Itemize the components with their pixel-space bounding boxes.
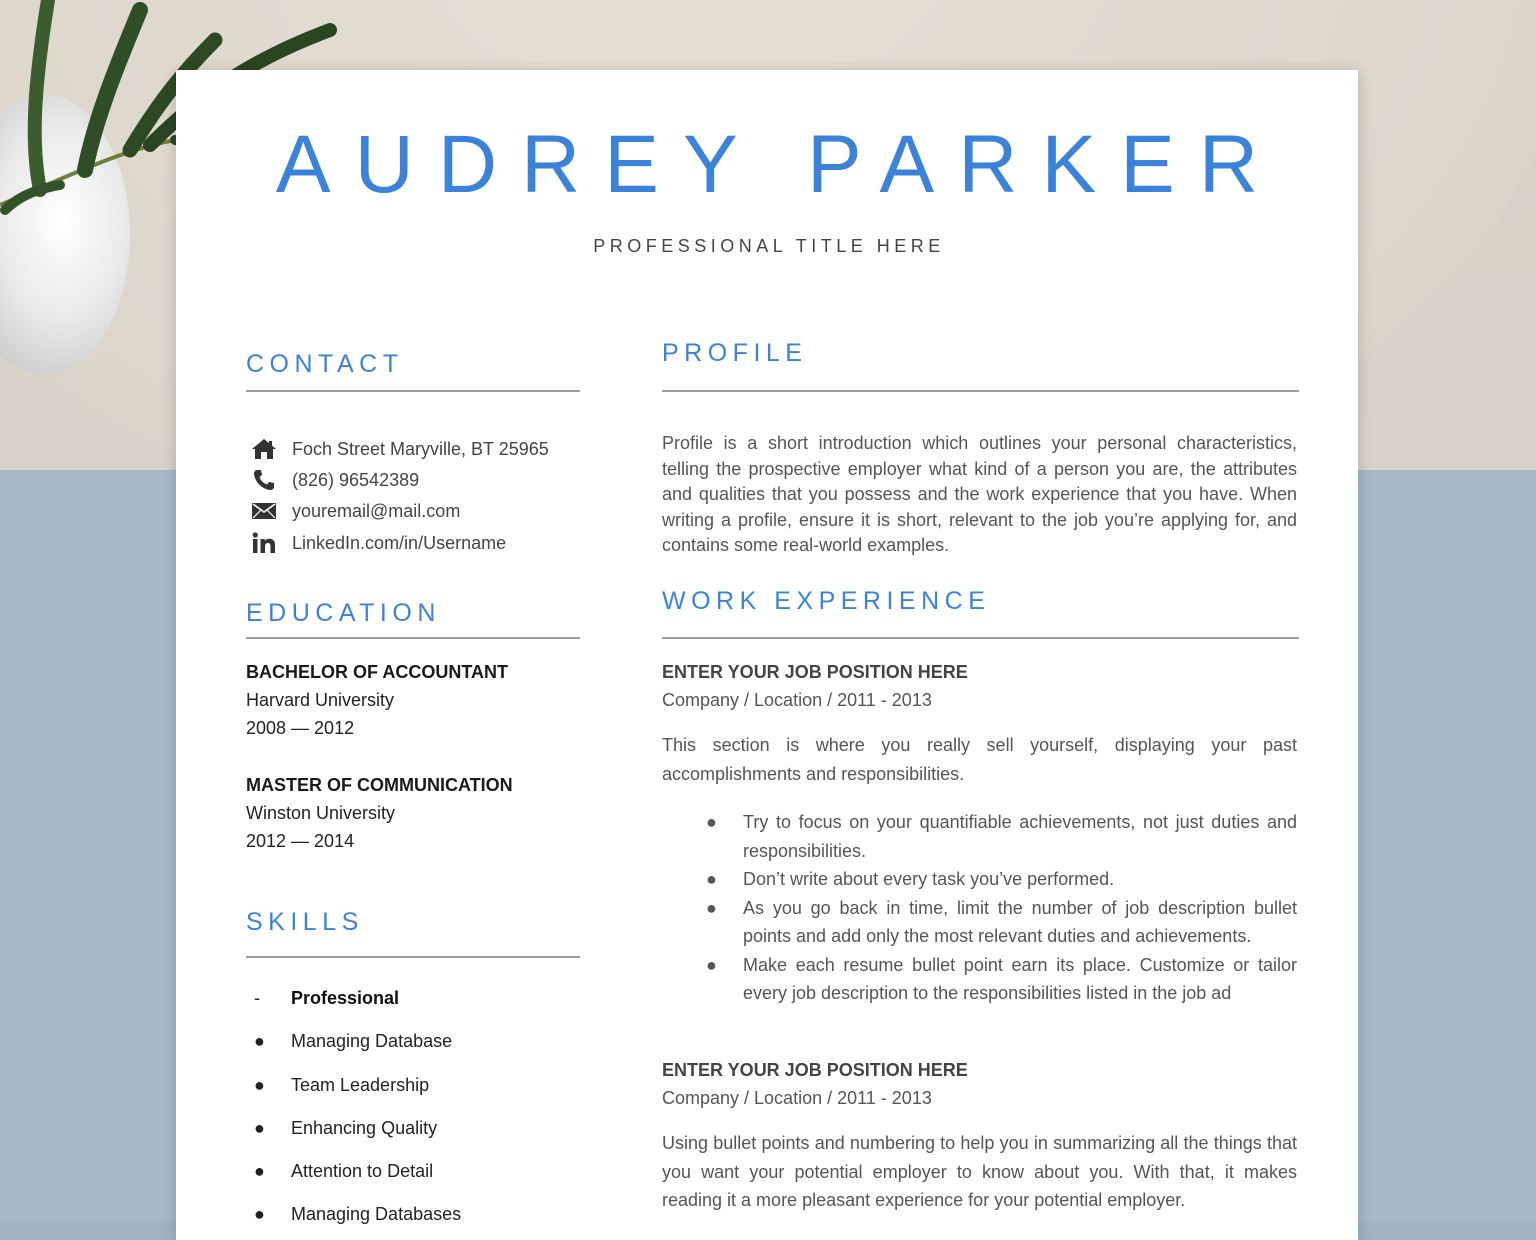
contact-address — [250, 436, 549, 462]
bullet-icon: ● — [254, 1118, 265, 1138]
skills-heading: SKILLS — [246, 908, 364, 936]
bullet-item — [700, 951, 1297, 1008]
job-intro: This section is where you really sell yourself, displaying your past accomplishments and responsibilities. — [662, 735, 1297, 784]
bullet-item — [700, 808, 1297, 865]
skill-item — [254, 1161, 433, 1182]
mail-icon — [250, 499, 278, 523]
skill-label: Team Leadership — [291, 1075, 430, 1095]
contact-heading: CONTACT — [246, 350, 404, 378]
bullet-text: Make each resume bullet point earn its place. Customize or tailor every job description to the responsibilities listed in the job ad — [743, 954, 1297, 1003]
contact-linkedin — [250, 530, 506, 556]
bullet-text: Try to focus on your quantifiable achievements, not just duties and responsibilities. — [743, 812, 1297, 861]
email-text: youremail@mail.com — [292, 500, 461, 521]
address-text: Foch Street Maryville, BT 25965 — [292, 438, 549, 459]
job-position: ENTER YOUR JOB POSITION HERE — [662, 662, 968, 682]
bullet-text: Don’t write about every task you’ve performed. — [743, 869, 1115, 889]
skill-label: Attention to Detail — [291, 1161, 434, 1181]
skill-label: Managing Databases — [291, 1204, 462, 1224]
bullet-icon: ● — [706, 897, 717, 918]
work-divider — [662, 637, 1299, 639]
bullet-icon: ● — [254, 1075, 265, 1095]
education-years: 2012 — 2014 — [246, 831, 355, 851]
skill-item — [254, 1075, 429, 1096]
job-meta: Company / Location / 2011 - 2013 — [662, 1088, 932, 1108]
bullet-icon: ● — [706, 869, 717, 889]
education-heading: EDUCATION — [246, 599, 441, 627]
profile-text: Profile is a short introduction which outlines your personal characteristics, telling the prospective employer what kind of a person you are, the attributes and qualities that you possess and the work experience that you have. When writing a profile, ensure it is short, relevant to the job you’re applying for, and contains some real-world examples. — [662, 433, 1297, 555]
candidate-name: AUDREY PARKER — [275, 119, 1283, 210]
education-school: Winston University — [246, 803, 396, 823]
home-icon — [250, 437, 278, 461]
skill-label: Enhancing Quality — [291, 1118, 438, 1138]
skills-group — [254, 988, 399, 1009]
skill-item — [254, 1118, 437, 1139]
bullet-icon: ● — [706, 954, 717, 975]
profile-divider — [662, 390, 1299, 392]
education-degree: BACHELOR OF ACCOUNTANT — [246, 662, 508, 682]
contact-phone — [250, 467, 419, 493]
contact-email — [250, 498, 460, 524]
education-school: Harvard University — [246, 690, 395, 710]
dash-marker: - — [254, 988, 260, 1008]
bullet-item — [700, 894, 1297, 951]
skills-divider — [246, 956, 580, 958]
bullet-text: As you go back in time, limit the number of job description bullet points and add only the most relevant duties and achievements. — [743, 897, 1297, 946]
job-bullets — [700, 808, 1297, 1008]
skill-item — [254, 1031, 452, 1052]
linkedin-icon — [250, 531, 278, 555]
bullet-icon: ● — [706, 812, 717, 832]
job-position: ENTER YOUR JOB POSITION HERE — [662, 1060, 968, 1080]
bullet-icon: ● — [254, 1204, 265, 1224]
bullet-icon: ● — [254, 1161, 265, 1181]
professional-title: PROFESSIONAL TITLE HERE — [593, 236, 945, 256]
bullet-icon: ● — [254, 1031, 265, 1051]
bullet-item — [700, 865, 1297, 894]
education-years: 2008 — 2012 — [246, 718, 355, 738]
skill-item — [254, 1204, 461, 1225]
work-heading: WORK EXPERIENCE — [662, 587, 991, 615]
education-divider — [246, 637, 580, 639]
phone-icon — [250, 468, 278, 492]
job-intro: Using bullet points and numbering to help you in summarizing all the things that you want your potential employer to know about you. With that, it makes reading it a more pleasant experience for your potential employer. — [662, 1133, 1297, 1210]
profile-heading: PROFILE — [662, 339, 808, 367]
skill-label: Managing Database — [291, 1031, 453, 1051]
job-meta: Company / Location / 2011 - 2013 — [662, 690, 932, 710]
linkedin-text: LinkedIn.com/in/Username — [292, 532, 507, 553]
education-degree: MASTER OF COMMUNICATION — [246, 775, 513, 795]
phone-text: (826) 96542389 — [292, 469, 420, 490]
skills-group-label: Professional — [291, 988, 400, 1008]
contact-divider — [246, 390, 580, 392]
